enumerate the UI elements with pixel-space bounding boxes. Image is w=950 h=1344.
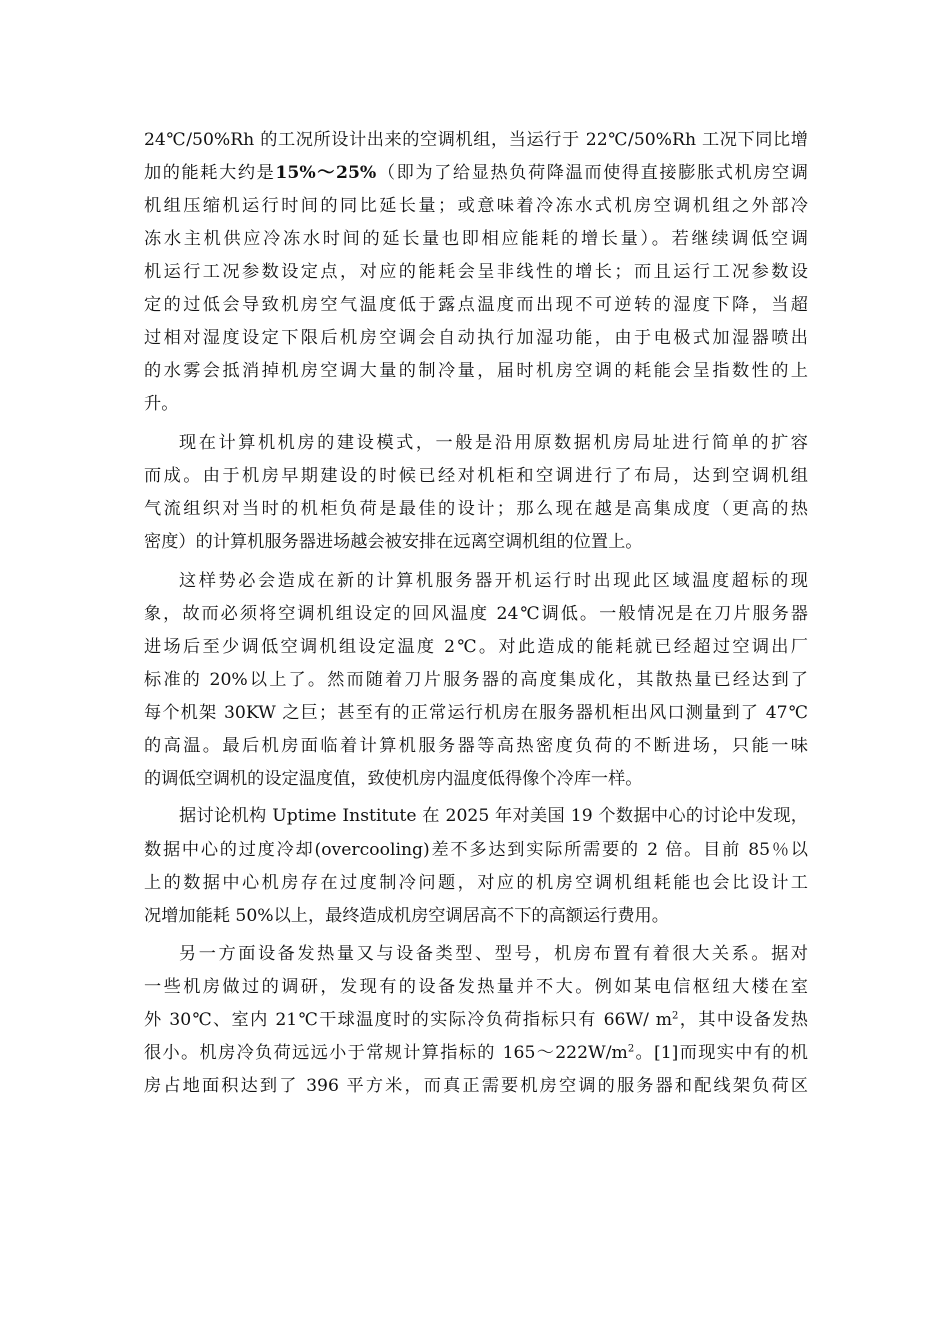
text-line: 象，故而必须将空调机组设定的回风温度 24℃调低。一般情况是在刀片服务器 bbox=[144, 604, 808, 624]
text-line: 而成。由于机房早期建设的时候已经对机柜和空调进行了布局，达到空调机组 bbox=[144, 466, 808, 486]
text-line: 机组压缩机运行时间的同比延长量；或意味着冷冻水式机房空调机组之外部冷 bbox=[144, 196, 808, 216]
text-line: 24℃/50%Rh 的工况所设计出来的空调机组，当运行于 22℃/50%Rh 工况下同比增 bbox=[144, 130, 808, 150]
text-line: 过相对湿度设定下限后机房空调会自动执行加湿功能，由于电极式加湿器喷出 bbox=[144, 328, 808, 348]
text-line: 升。 bbox=[144, 394, 179, 414]
paragraph-first-line: 现在计算机机房的建设模式，一般是沿用原数据机房局址进行简单的扩容 bbox=[179, 433, 808, 453]
text-line: 密度）的计算机服务器进场越会被安排在远离空调机组的位置上。 bbox=[144, 532, 643, 552]
text-line bbox=[144, 157, 808, 189]
text-span: 外 30℃、室内 21℃干球温度时的实际冷负荷指标只有 66W/ m bbox=[144, 1010, 673, 1030]
bold-percentage: 15%～25% bbox=[275, 163, 377, 183]
superscript: 2 bbox=[672, 1010, 679, 1022]
text-line bbox=[144, 1004, 808, 1036]
text-line: 上的数据中心机房存在过度制冷问题，对应的机房空调机组耗能也会比设计工 bbox=[144, 873, 808, 893]
text-line: 的水雾会抵消掉机房空调大量的制冷量，届时机房空调的耗能会呈指数性的上 bbox=[144, 361, 808, 381]
superscript: 2 bbox=[627, 1043, 635, 1055]
paragraph-first-line: 据讨论机构 Uptime Institute 在 2025 年对美国 19 个数据中心的讨论中发现， bbox=[179, 806, 808, 826]
text-line bbox=[144, 1037, 808, 1069]
text-line: 机运行工况参数设定点，对应的能耗会呈非线性的增长；而且运行工况参数设 bbox=[144, 262, 808, 282]
text-line: 况增加能耗 50%以上，最终造成机房空调居高不下的高额运行费用。 bbox=[144, 906, 669, 926]
text-line: 一些机房做过的调研，发现有的设备发热量并不大。例如某电信枢纽大楼在室 bbox=[144, 977, 808, 997]
paragraph-first-line: 这样势必会造成在新的计算机服务器开机运行时出现此区域温度超标的现 bbox=[179, 571, 808, 591]
text-line: 标准的 20%以上了。然而随着刀片服务器的高度集成化，其散热量已经达到了 bbox=[144, 670, 808, 690]
text-line: 的高温。最后机房面临着计算机服务器等高热密度负荷的不断进场，只能一味 bbox=[144, 736, 808, 756]
text-span: 很小。机房冷负荷远远小于常规计算指标的 165～222W/m bbox=[144, 1043, 628, 1063]
text-span: （即为了给显热负荷降温而使得直接膨胀式机房空调 bbox=[376, 163, 808, 183]
text-line: 气流组织对当时的机柜负荷是最佳的设计；那么现在越是高集成度（更高的热 bbox=[144, 499, 808, 519]
text-line: 定的过低会导致机房空气温度低于露点温度而出现不可逆转的湿度下降，当超 bbox=[144, 295, 808, 315]
text-line: 的调低空调机的设定温度值，致使机房内温度低得像个冷库一样。 bbox=[144, 769, 643, 789]
text-line: 数据中心的过度冷却(overcooling)差不多达到实际所需要的 2 倍。目前 85％以 bbox=[144, 840, 808, 860]
paragraph-first-line: 另一方面设备发热量又与设备类型、型号，机房布置有着很大关系。据对 bbox=[179, 944, 808, 964]
text-line: 每个机架 30KW 之巨；甚至有的正常运行机房在服务器机柜出风口测量到了 47℃ bbox=[144, 703, 808, 723]
text-span: 。[1]而现实中有的机 bbox=[634, 1043, 808, 1063]
text-line: 房占地面积达到了 396 平方米，而真正需要机房空调的服务器和配线架负荷区 bbox=[144, 1076, 808, 1096]
text-line: 进场后至少调低空调机组设定温度 2℃。对此造成的能耗就已经超过空调出厂 bbox=[144, 637, 808, 657]
text-span: 加的能耗大约是 bbox=[144, 163, 276, 183]
text-span: ，其中设备发热 bbox=[678, 1010, 808, 1030]
text-line: 冻水主机供应冷冻水时间的延长量也即相应能耗的增长量）。若继续调低空调 bbox=[144, 229, 808, 249]
